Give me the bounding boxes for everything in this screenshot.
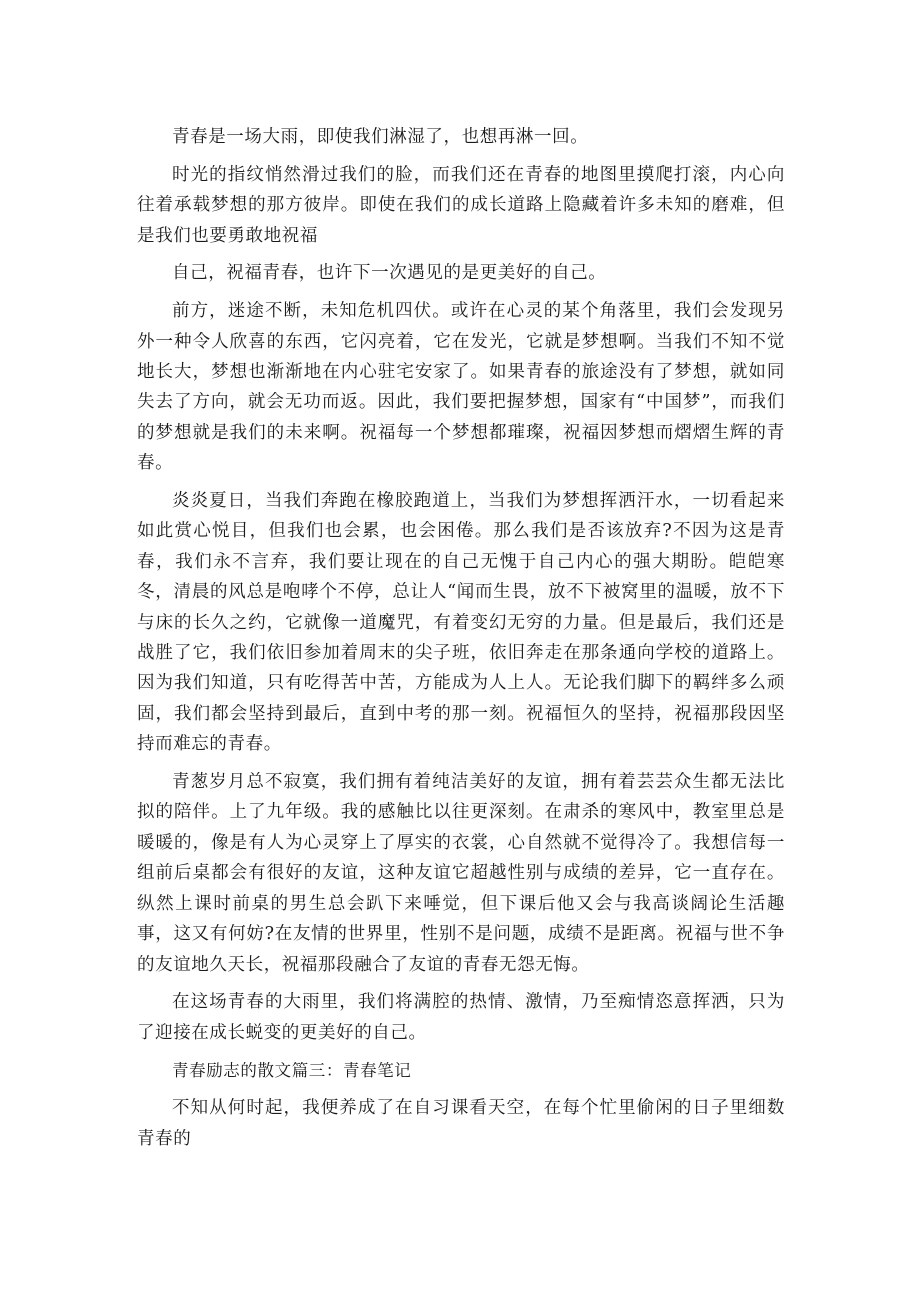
paragraph-time-fingerprint: 时光的指纹悄然滑过我们的脸，而我们还在青春的地图里摸爬打滚，内心向往着承载梦想的那方彼岸。即使在我们的成长道路上隐藏着许多未知的磨难，但是我们也要勇敢地祝福 xyxy=(137,164,785,246)
section-heading: 青春励志的散文篇三：青春笔记 xyxy=(172,1060,412,1080)
document-body xyxy=(137,122,785,1162)
paragraph-intro: 青春是一场大雨，即使我们淋湿了，也想再淋一回。 xyxy=(172,127,589,147)
paragraph-bless-self: 自己，祝福青春，也许下一次遇见的是更美好的自己。 xyxy=(172,263,607,284)
paragraph-friendship: 青葱岁月总不寂寞，我们拥有着纯洁美好的友谊，拥有着芸芸众生都无法比拟的陪伴。上了九年级。我的感触比以往更深刻。在肃杀的寒风中，教室里总是暖暖的，像是有人为心灵穿上了厚实的衣裳，心自然就不觉得冷了。我想信每一组前后桌都会有很好的友谊，这种友谊它超越性别与成绩的差异，它一直存在。纵然上课时前桌的男生总会趴下来唾觉，但下课后他又会与我高谈阔论生活趣事，这又有何妨?在友情的世界里，性别不是问题，成绩不是距离。祝福与世不争的友谊地久天长，祝福那段融合了友谊的青春无怨无悔。 xyxy=(137,772,785,975)
paragraph-notes-start: 不知从何时起，我便养成了在自习课看天空，在每个忙里偷闲的日子里细数青春的 xyxy=(137,1098,785,1149)
paragraph-persistence: 炎炎夏日，当我们奔跑在橡胶跑道上，当我们为梦想挥洒汗水，一切看起来如此赏心悦目，但我们也会累，也会困倦。那么我们是否该放弃?不因为这是青春，我们永不言弃，我们要让现在的自己无愧于自己内心的强大期盼。皑皑寒冬，清晨的风总是咆哮个不停，总让人“闻而生畏，放不下被窝里的温暖，放不下与床的长久之约，它就像一道魔咒，有着变幻无穷的力量。但是最后，我们还是战胜了它，我们依旧参加着周末的尖子班，依旧奔走在那条通向学校的道路上。因为我们知道，只有吃得苦中苦，方能成为人上人。无论我们脚下的羁绊多么顽固，我们都会坚持到最后，直到中考的那一刻。祝福恒久的坚持，祝福那段因坚持而难忘的青春。 xyxy=(137,491,785,755)
paragraph-conclusion: 在这场青春的大雨里，我们将满腔的热情、激情，乃至痴情恣意挥洒，只为了迎接在成长蜕变的更美好的自己。 xyxy=(137,992,785,1043)
paragraph-dream: 前方，迷途不断，未知危机四伏。或许在心灵的某个角落里，我们会发现另外一种令人欣喜的东西，它闪亮着，它在发光，它就是梦想啊。当我们不知不觉地长大，梦想也渐渐地在内心驻宅安家了。如果青春的旅途没有了梦想，就如同失去了方向，就会无功而返。因此，我们要把握梦想，国家有“中国梦”，而我们的梦想就是我们的未来啊。祝福每一个梦想都璀璨，祝福因梦想而熠熠生辉的青春。 xyxy=(137,301,785,474)
